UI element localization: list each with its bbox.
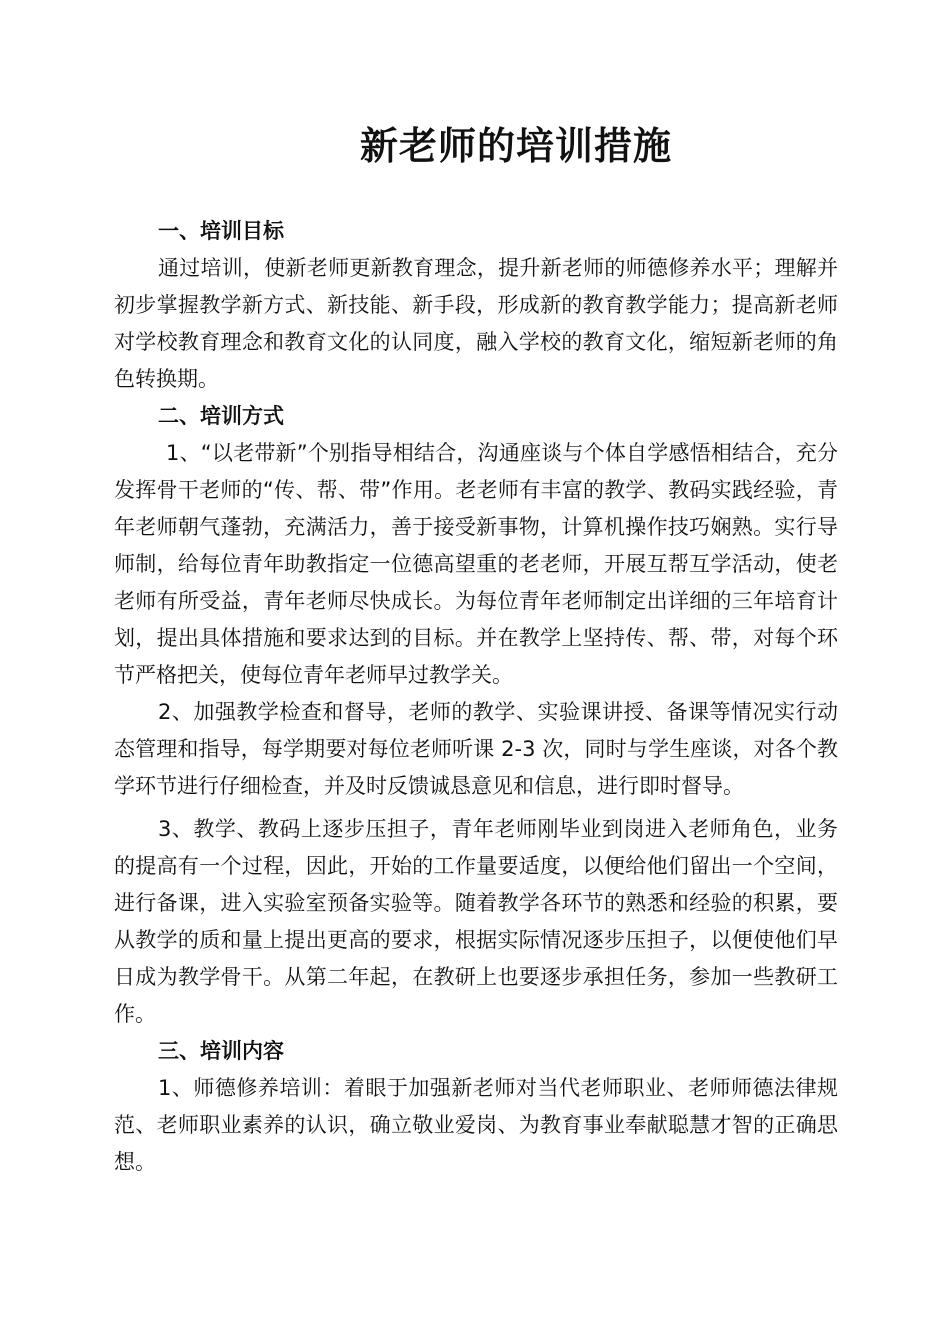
section-heading-content: 三、培训内容 [158,1039,284,1063]
paragraph-method-3: 3、教学、教码上逐步压担子，青年老师刚毕业到岗进入老师角色，业务的提高有一个过程，因此，开始的工作量要适度，以便给他们留出一个空间，进行备课，进入实验室预备实验等。随着教学各环节的熟悉和经验的积累，要从教学的质和量上提出更高的要求，根据实际情况逐步压担子，以便使他们早日成为教学骨干。从第二年起，在教研上也要逐步承担任务，参加一些教研工作。 [114,817,838,1026]
paragraph-method-1: 1、“以老带新”个别指导相结合，沟通座谈与个体自学感悟相结合，充分发挥骨干老师的“传、帮、带”作用。老老师有丰富的教学、教码实践经验，青年老师朝气蓬勃，充满活力，善于接受新事物，计算机操作技巧娴熟。实行导师制，给每位青年助教指定一位德高望重的老老师，开展互帮互学活动，使老老师有所受益，青年老师尽快成长。为每位青年老师制定出详细的三年培育计划，提出具体措施和要求达到的目标。并在教学上坚持传、帮、带，对每个环节严格把关，使每位青年老师早过教学关。 [114,441,838,687]
section-heading-methods: 二、培训方式 [158,404,284,428]
section-heading-goals: 一、培训目标 [158,219,284,243]
document-body [114,213,838,1181]
document-title: 新老师的培训措施 [359,123,672,168]
paragraph-method-2: 2、加强教学检查和督导，老师的教学、实验课讲授、备课等情况实行动态管理和指导，每学期要对每位老师听课 2-3 次，同时与学生座谈，对各个教学环节进行仔细检查，并及时反馈诚恳意见和信息，进行即时督导。 [114,700,838,798]
paragraph-content-1: 1、师德修养培训：着眼于加强新老师对当代老师职业、老师师德法律规范、老师职业素养的认识，确立敬业爱岗、为教育事业奉献聪慧才智的正确思想。 [114,1076,838,1174]
paragraph-goals: 通过培训，使新老师更新教育理念，提升新老师的师德修养水平；理解并初步掌握教学新方式、新技能、新手段，形成新的教育教学能力；提高新老师对学校教育理念和教育文化的认同度，融入学校的教育文化，缩短新老师的角色转换期。 [114,256,838,391]
